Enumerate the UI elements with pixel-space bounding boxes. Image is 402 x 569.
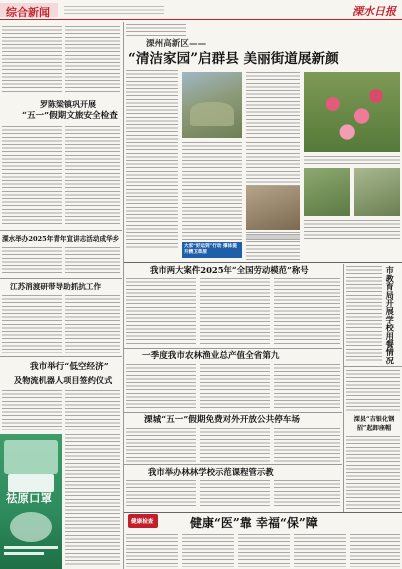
article-text — [65, 26, 120, 92]
article-text — [65, 295, 120, 353]
article-text — [274, 364, 340, 408]
ad-badge-text: 健康检查 — [131, 519, 154, 525]
photo-street — [182, 72, 242, 138]
article-text — [126, 480, 196, 508]
article-text — [65, 434, 120, 566]
article-text — [304, 220, 400, 240]
article-text — [2, 295, 62, 353]
photo-flowers — [304, 72, 400, 152]
article-text — [182, 534, 234, 567]
photo-small — [246, 186, 300, 230]
article-text — [200, 428, 270, 462]
headline: 罗陈梁镇巩开展 — [40, 99, 96, 109]
article-text — [238, 534, 290, 567]
article-text — [274, 480, 340, 508]
headline: 溧水举办2025年青年宣讲志活动成华乡 — [2, 235, 120, 243]
headline: 我市两大案件2025年“全国劳动模范”称号 — [150, 265, 309, 275]
paper-name: 溧水日报 — [352, 5, 396, 18]
headline: “五一”假期文旅安全检查 — [22, 111, 118, 121]
headline: 溧城“五一”假期免费对外开放公共停车场 — [144, 415, 300, 425]
article-text — [126, 364, 196, 408]
article-text — [350, 534, 400, 567]
photo-small — [304, 168, 350, 216]
article-text — [346, 370, 400, 412]
headline: 我市举办林林学校示范课程管示教 — [148, 467, 274, 477]
article-text — [2, 26, 62, 92]
article-text — [182, 142, 242, 240]
article-text — [126, 428, 196, 462]
article-text — [2, 247, 62, 275]
caption-strip — [182, 242, 242, 258]
article-text — [2, 390, 62, 430]
article-text — [246, 234, 300, 260]
article-text — [2, 126, 62, 226]
article-text — [274, 278, 340, 344]
headline: 江苏消渡研带导助抓抗工作 — [10, 282, 102, 291]
article-text — [126, 70, 178, 250]
article-text — [126, 24, 186, 36]
section-title: 综合新闻 — [6, 6, 50, 19]
article-text — [304, 156, 400, 164]
headline: 我市举行“低空经济” — [30, 362, 109, 372]
article-text — [274, 428, 340, 462]
poster-ad — [0, 434, 62, 569]
photo-small — [354, 168, 400, 216]
caption-strip-text: 大家“好运到”行动 撑体提升精卫草原 — [184, 244, 237, 255]
headline: 一季度我市农林渔业总产值全省第九 — [142, 351, 280, 361]
feature-kicker: 溧州高新区—— — [146, 39, 207, 49]
headline: 溧县“吉银化钢招”起卸座帽 — [353, 416, 395, 432]
article-text — [246, 72, 300, 138]
article-text — [126, 278, 196, 344]
vertical-headline: 市教育局开展学校用餐情况 — [385, 266, 396, 365]
article-text — [65, 390, 120, 430]
article-text — [65, 126, 120, 226]
article-text — [346, 436, 400, 510]
article-text — [200, 364, 270, 408]
feature-headline: “清洁家园”启群县 美丽街道展新颜 — [128, 51, 339, 67]
poster-title: 祛原口罩 — [6, 491, 52, 505]
article-text — [200, 278, 270, 344]
article-text — [65, 247, 120, 275]
article-text — [294, 534, 346, 567]
section-badge — [0, 3, 58, 17]
headline: 及物流机器人项目签约仪式 — [14, 375, 113, 385]
article-text — [346, 266, 382, 362]
ad-badge — [128, 514, 158, 528]
headline: 健康“医”靠 幸福“保”障 — [190, 516, 318, 530]
article-text — [200, 480, 270, 508]
article-text — [126, 534, 178, 567]
masthead — [0, 0, 402, 22]
